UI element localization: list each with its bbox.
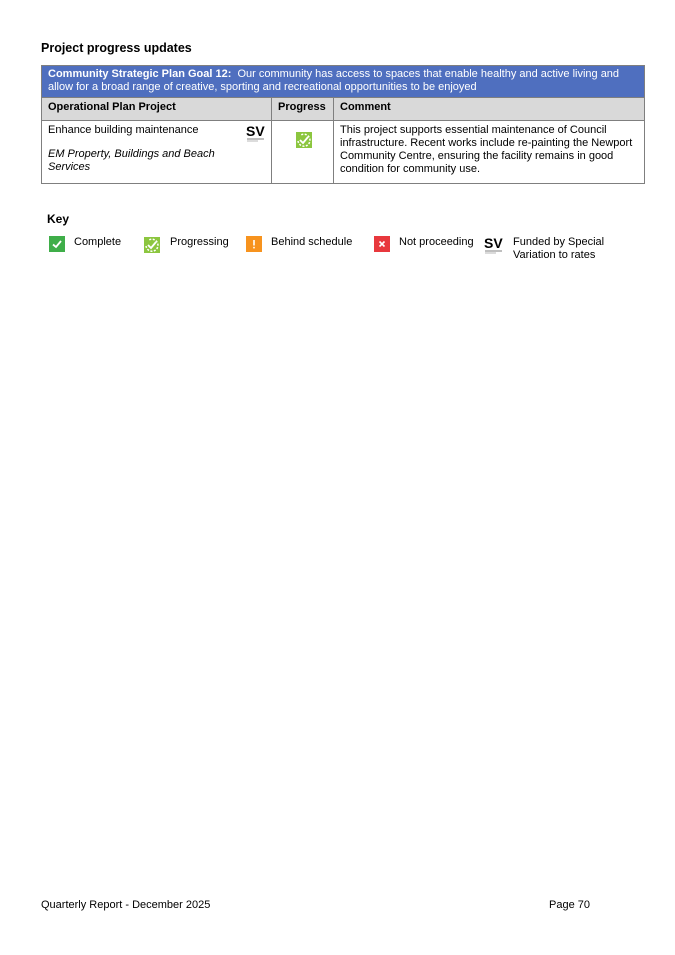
svg-text:SV: SV [484, 236, 503, 251]
key-item-progressing [143, 236, 229, 252]
table-header-row [42, 98, 645, 121]
table-row [42, 121, 645, 184]
goal-banner-row [42, 66, 645, 98]
key-label-special-variation: Funded by Special Variation to rates [513, 236, 605, 261]
project-name: Enhance building maintenance [48, 124, 199, 136]
project-owner: EM Property, Buildings and Beach Services [48, 148, 215, 173]
project-cell [42, 121, 272, 184]
key-label-complete: Complete [74, 236, 122, 248]
goal-label: Community Strategic Plan Goal 12: [48, 68, 232, 80]
progress-cell [272, 121, 334, 184]
progressing-icon [295, 131, 311, 147]
goal-text: Our community has access to spaces that enable healthy and active living and allow for a broad range of creative, sporting and recreational opportunities to be enjoyed [48, 68, 620, 93]
behind-schedule-icon [246, 236, 262, 252]
comment-cell: This project supports essential maintenance of Council infrastructure. Recent works include re-painting the Newport Community Centre, ensuring the facility remains in good condition for community use. [334, 121, 645, 184]
not-proceeding-icon [374, 236, 390, 252]
key-item-complete [49, 236, 121, 252]
progressing-icon [143, 236, 159, 252]
footer-page-number: Page 70 [549, 899, 590, 911]
complete-icon [49, 236, 65, 252]
sv-icon [246, 124, 266, 148]
key-item-behind-schedule [246, 236, 352, 252]
key-label-not-proceeding: Not proceeding [399, 236, 474, 248]
header-project: Operational Plan Project [42, 98, 272, 121]
section-title: Project progress updates [41, 41, 192, 55]
key-item-not-proceeding [374, 236, 474, 252]
project-table [41, 65, 645, 184]
key-title: Key [47, 212, 70, 226]
footer-report-title: Quarterly Report - December 2025 [41, 899, 211, 911]
header-comment: Comment [334, 98, 645, 121]
key-label-behind-schedule: Behind schedule [271, 236, 353, 248]
key-item-special-variation [484, 236, 623, 262]
sv-icon [484, 236, 504, 256]
goal-banner [42, 66, 645, 98]
key-label-progressing: Progressing [170, 236, 229, 248]
header-progress: Progress [272, 98, 334, 121]
svg-text:SV: SV [246, 124, 265, 139]
